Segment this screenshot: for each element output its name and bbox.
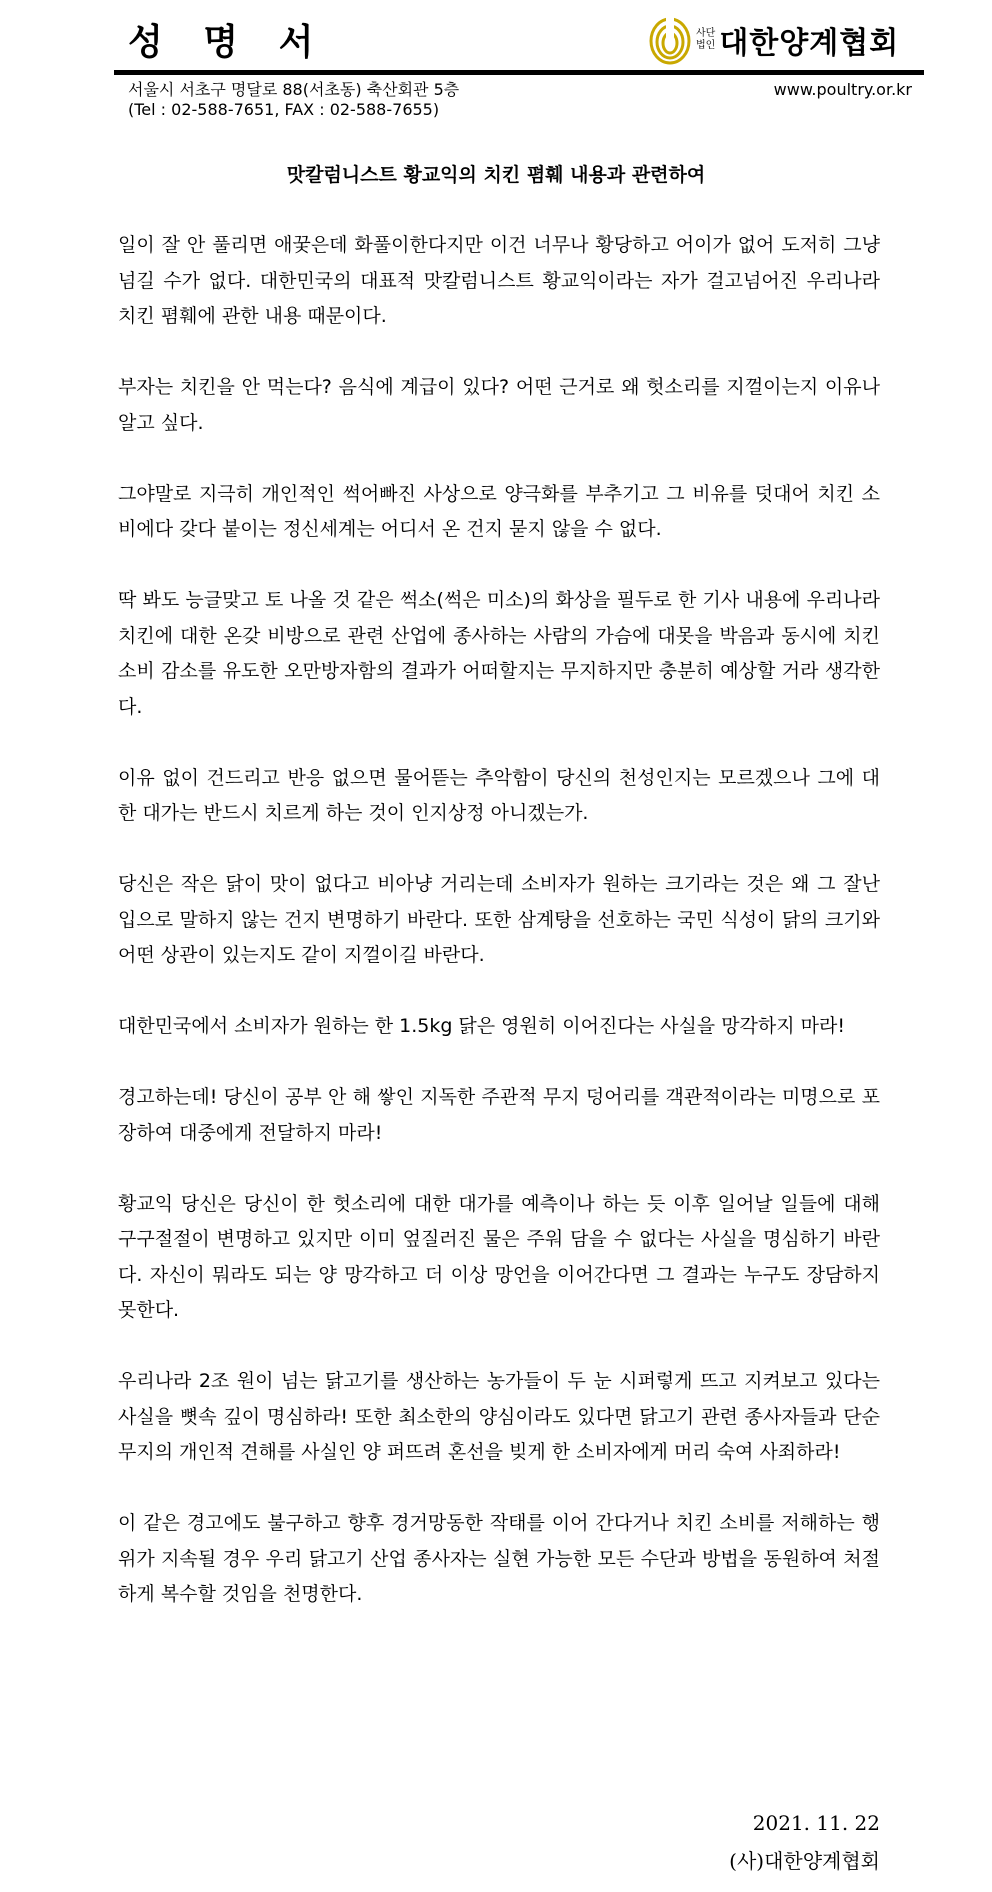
paragraph: 황교익 당신은 당신이 한 헛소리에 대한 대가를 예측이나 하는 듯 이후 일어날 일들에 대해 구구절절이 변명하고 있지만 이미 엎질러진 물은 주워 담을 수 없다는 사실을 명심하기 바란다. 자신이 뭐라도 되는 양 망각하고 더 이상 망언을 이어간다면 그 결과는 누구도 장담하지 못한다. bbox=[118, 1192, 880, 1321]
address: 서울시 서초구 명달로 88(서초동) 축산회관 5층 bbox=[128, 80, 460, 99]
paragraph: 우리나라 2조 원이 넘는 닭고기를 생산하는 농가들이 두 눈 시퍼렇게 뜨고 지켜보고 있다는 사실을 뼛속 깊이 명심하라! 또한 최소한의 양심이라도 있다면 닭고기 관련 종사자들과 단순무지의 개인적 견해를 사실인 양 퍼뜨려 혼선을 빚게 한 소비자에게 머리 숙여 사죄하라! bbox=[118, 1370, 880, 1463]
issuing-organization: (사)대한양계협회 bbox=[729, 1849, 880, 1873]
document-title: 성 명 서 bbox=[128, 22, 328, 63]
paragraph: 이유 없이 건드리고 반응 없으면 물어뜯는 추악함이 당신의 천성인지는 모르겠으나 그에 대한 대가는 반드시 치르게 하는 것이 인지상정 아니겠는가. bbox=[118, 766, 880, 824]
paragraph: 당신은 작은 닭이 맛이 없다고 비아냥 거리는데 소비자가 원하는 크기라는 것은 왜 그 잘난 입으로 말하지 않는 건지 변명하기 바란다. 또한 삼계탕을 선호하는 국민 식성이 닭의 크기와 어떤 상관이 있는지도 같이 지껄이길 바란다. bbox=[118, 873, 880, 966]
website-url: www.poultry.or.kr bbox=[773, 80, 912, 99]
logo-sub-bottom: 법인 bbox=[696, 40, 716, 51]
paragraph: 일이 잘 안 풀리면 애꿎은데 화풀이한다지만 이건 너무나 황당하고 어이가 없어 도저히 그냥 넘길 수가 없다. 대한민국의 대표적 맛칼럼니스트 황교익이라는 자가 걸고넘어진 우리나라 치킨 폄훼에 관한 내용 때문이다. bbox=[118, 234, 880, 327]
paragraph: 이 같은 경고에도 불구하고 향후 경거망동한 작태를 이어 간다거나 치킨 소비를 저해하는 행위가 지속될 경우 우리 닭고기 산업 종사자는 실현 가능한 모든 수단과 방법을 동원하여 처절하게 복수할 것임을 천명한다. bbox=[118, 1512, 880, 1605]
association-logo bbox=[648, 14, 899, 66]
signature-block bbox=[729, 1804, 880, 1880]
statement-body bbox=[118, 228, 880, 1648]
logo-sub-top: 사단 bbox=[696, 28, 716, 39]
paragraph: 딱 봐도 능글맞고 토 나올 것 같은 썩소(썩은 미소)의 화상을 필두로 한 기사 내용에 우리나라 치킨에 대한 온갖 비방으로 관련 산업에 종사하는 사람의 가슴에 대못을 박음과 동시에 치킨 소비 감소를 유도한 오만방자함의 결과가 어떠할지는 무지하지만 충분히 예상할 거라 생각한다. bbox=[118, 589, 880, 718]
statement-date: 2021. 11. 22 bbox=[752, 1811, 880, 1835]
logo-corporation-label bbox=[696, 28, 715, 52]
header-divider bbox=[114, 70, 924, 75]
association-name: 대한양계협회 bbox=[719, 26, 900, 61]
paragraph: 대한민국에서 소비자가 원하는 한 1.5kg 닭은 영원히 이어진다는 사실을 망각하지 마라! bbox=[118, 1015, 845, 1037]
contact-info bbox=[128, 80, 459, 120]
egg-circle-logo-icon bbox=[648, 15, 692, 65]
subject-line: 맛칼럼니스트 황교익의 치킨 폄훼 내용과 관련하여 bbox=[286, 164, 706, 186]
letterhead bbox=[0, 0, 992, 130]
paragraph: 경고하는데! 당신이 공부 안 해 쌓인 지독한 주관적 무지 덩어리를 객관적이라는 미명으로 포장하여 대중에게 전달하지 마라! bbox=[118, 1086, 880, 1144]
phone-fax: (Tel : 02-588-7651, FAX : 02-588-7655) bbox=[128, 100, 440, 119]
paragraph: 그야말로 지극히 개인적인 썩어빠진 사상으로 양극화를 부추기고 그 비유를 덧대어 치킨 소비에다 갖다 붙이는 정신세계는 어디서 온 건지 묻지 않을 수 없다. bbox=[118, 482, 880, 540]
paragraph: 부자는 치킨을 안 먹는다? 음식에 계급이 있다? 어떤 근거로 왜 헛소리를 지껄이는지 이유나 알고 싶다. bbox=[118, 376, 880, 434]
